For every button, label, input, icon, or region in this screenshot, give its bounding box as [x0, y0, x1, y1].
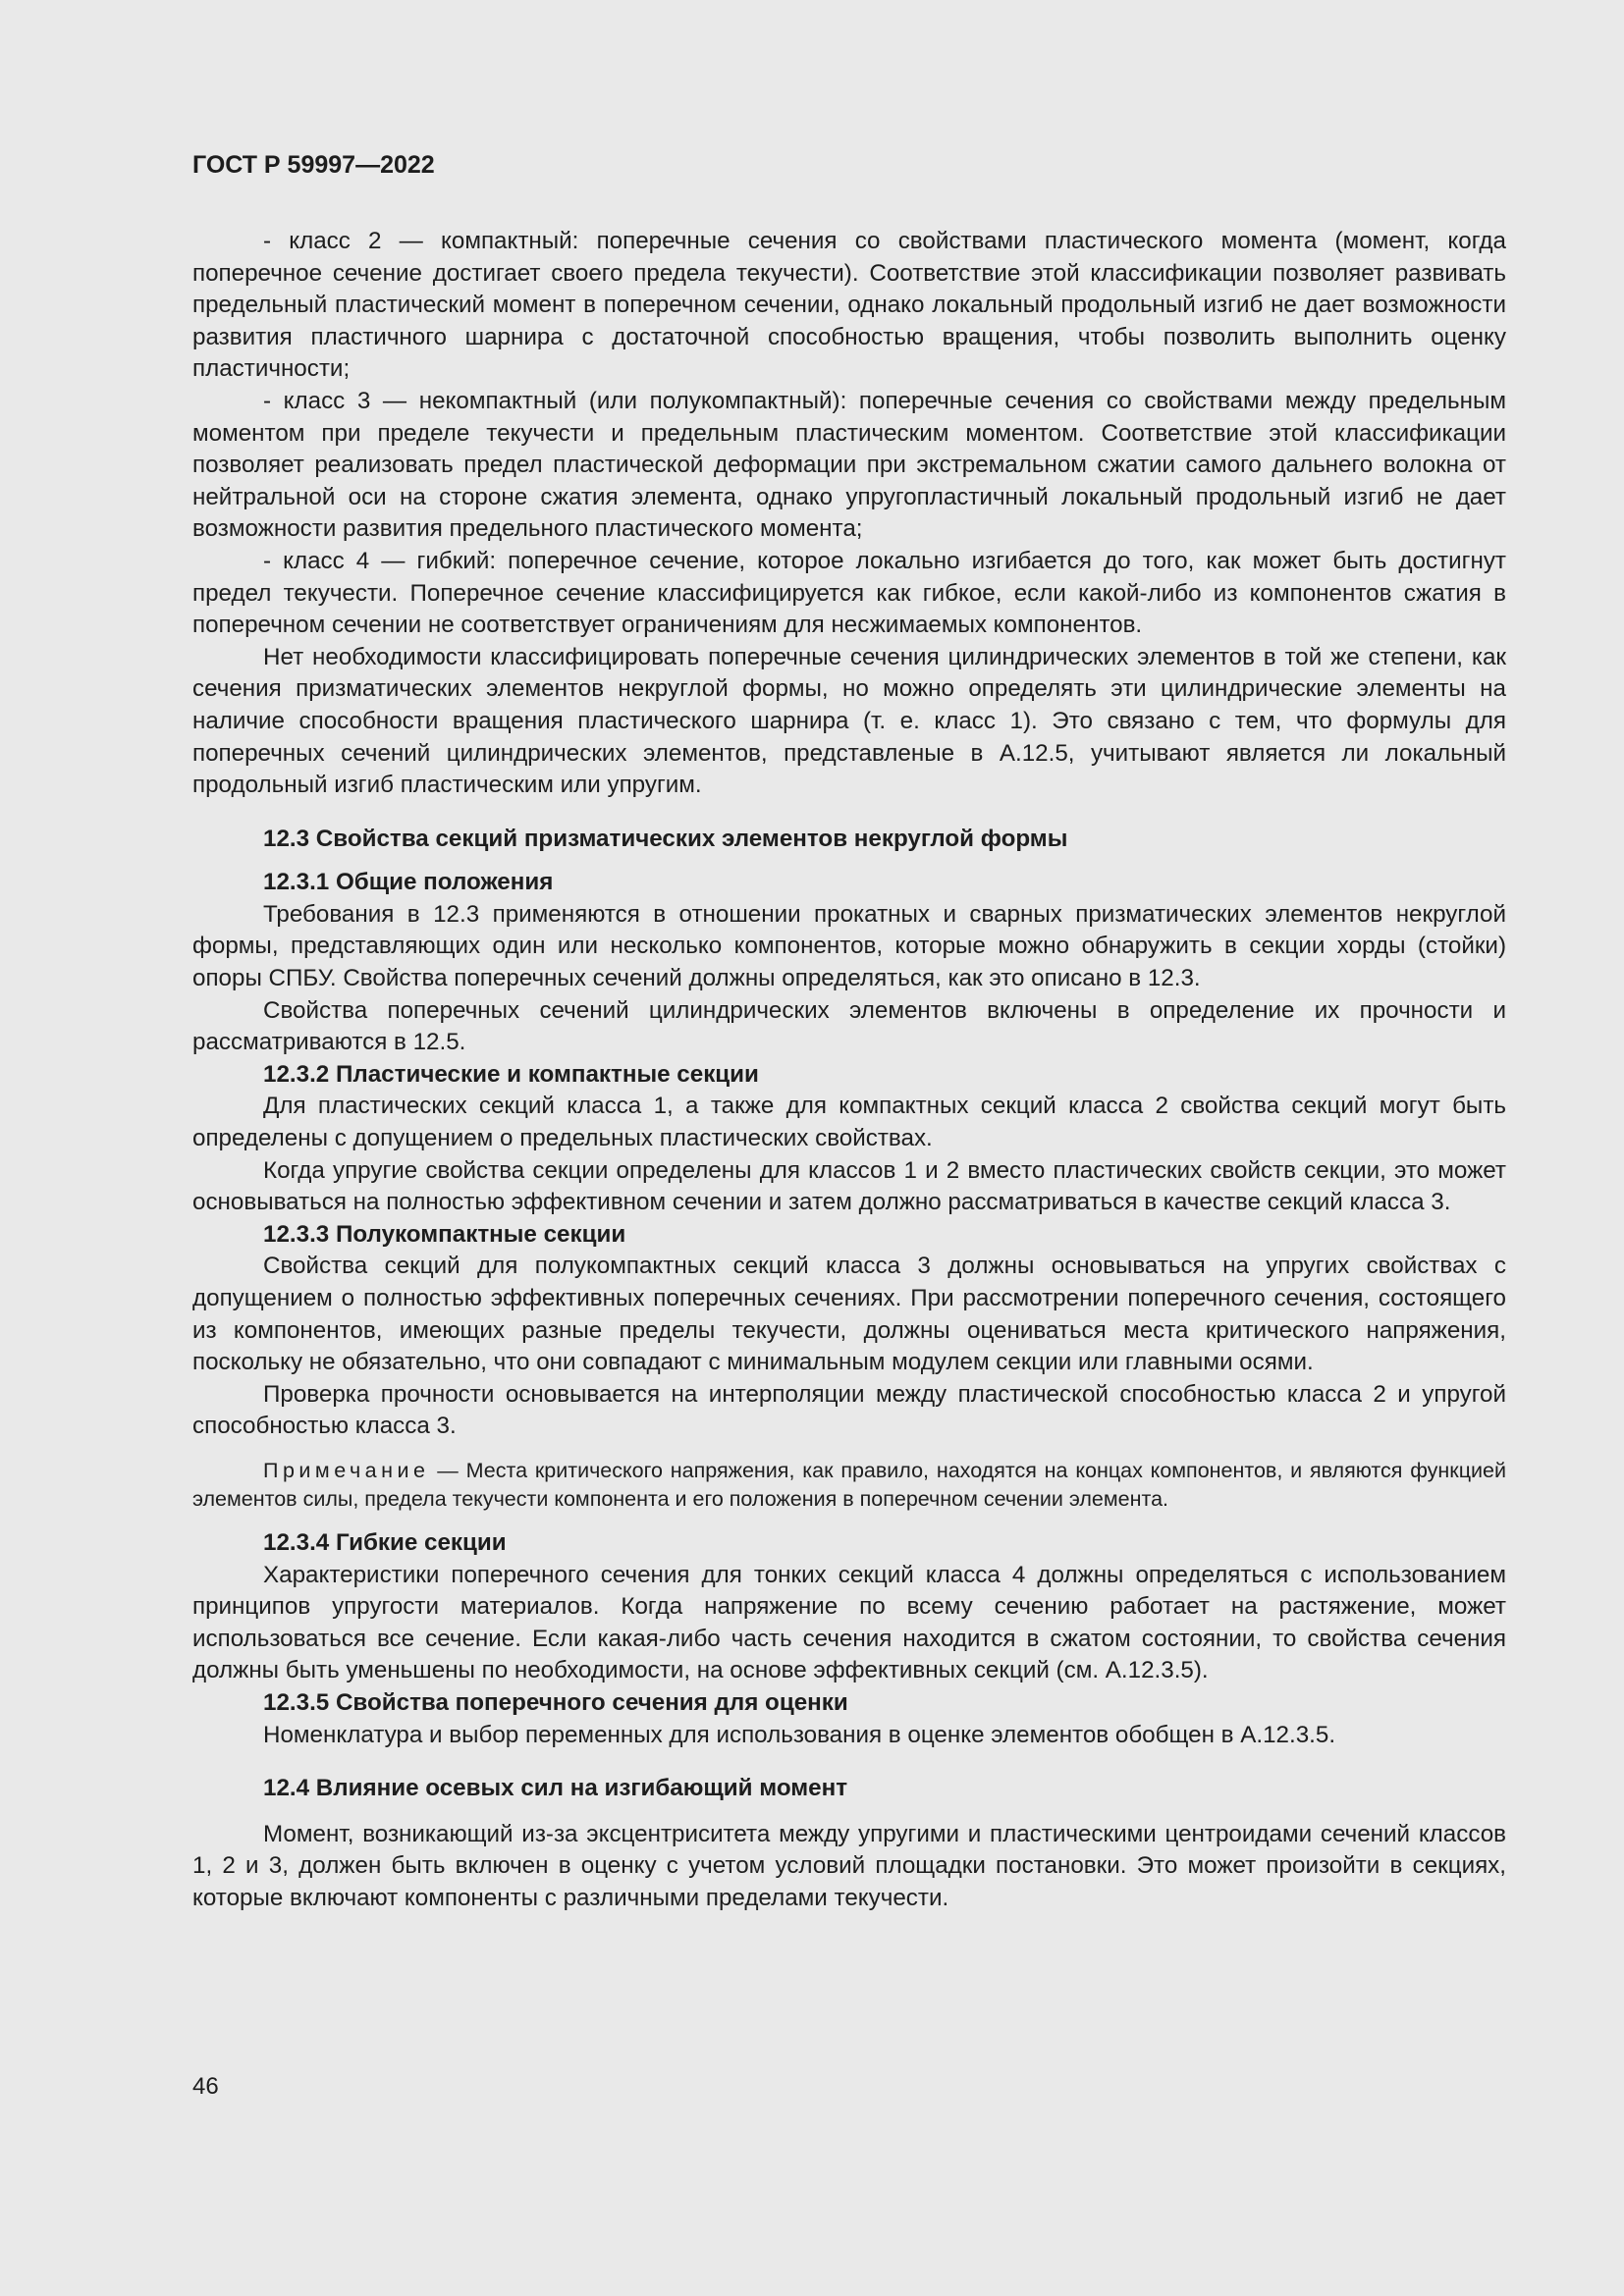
- paragraph-12-3-3-b: Проверка прочности основывается на интерполяции между пластической способностью класса 2 и упругой способностью класса 3.: [192, 1380, 1506, 1440]
- note-label: Примечание: [263, 1458, 430, 1482]
- document-header: ГОСТ Р 59997—2022: [192, 151, 435, 179]
- paragraph-12-3-1-b: Свойства поперечных сечений цилиндрических элементов включены в определение их прочности и рассматриваются в 12.5.: [192, 996, 1506, 1056]
- paragraph-12-3-4: Характеристики поперечного сечения для тонких секций класса 4 должны определяться с использованием принципов упругости материалов. Когда напряжение по всему сечению работает на растяжение, может использоваться все сечение. Если какая-либо часть сечения находится в сжатом состоянии, то свойства сечения должны быть уменьшены по необходимости, на основе эффективных секций (см. А.12.3.5).: [192, 1561, 1506, 1684]
- heading-12-3-5: 12.3.5 Свойства поперечного сечения для оценки: [263, 1688, 848, 1716]
- note: [192, 1457, 1506, 1514]
- paragraph-class-3: - класс 3 — некомпактный (или полукомпактный): поперечные сечения со свойствами между предельным моментом при пределе текучести и предельным пластическим моментом. Соответствие этой классификации позволяет реализовать предел пластической деформации при экстремальном сжатии самого дальнего волокна от нейтральной оси на стороне сжатия элемента, однако упругопластичный локальный продольный изгиб не дает возможности развития предельного пластического момента;: [192, 387, 1506, 543]
- heading-12-3-3: 12.3.3 Полукомпактные секции: [263, 1220, 626, 1248]
- heading-12-4: 12.4 Влияние осевых сил на изгибающий момент: [263, 1775, 848, 1802]
- paragraph-12-3-3-a: Свойства секций для полукомпактных секций класса 3 должны основываться на упругих свойствах с допущением о полностью эффективных поперечных сечениях. При рассмотрении поперечного сечения, состоящего из компонентов, имеющих разные пределы текучести, должны оцениваться места критического напряжения, поскольку не обязательно, что они совпадают с минимальным модулем секции или главными осями.: [192, 1253, 1506, 1376]
- paragraph-12-3-5: Номенклатура и выбор переменных для использования в оценке элементов обобщен в А.12.3.5.: [263, 1721, 1336, 1748]
- paragraph-12-4: Момент, возникающий из-за эксцентриситета между упругими и пластическими центроидами сечений классов 1, 2 и 3, должен быть включен в оценку с учетом условий площадки постановки. Это может произойти в секциях, которые включают компоненты с различными пределами текучести.: [192, 1820, 1506, 1911]
- heading-12-3: 12.3 Свойства секций призматических элементов некруглой формы: [263, 825, 1068, 852]
- heading-12-3-4: 12.3.4 Гибкие секции: [263, 1528, 507, 1556]
- paragraph-cylindrical: Нет необходимости классифицировать поперечные сечения цилиндрических элементов в той же степени, как сечения призматических элементов некруглой формы, но можно определять эти цилиндрические элементы на наличие способности вращения пластического шарнира (т. е. класс 1). Это связано с тем, что формулы для поперечных сечений цилиндрических элементов, представленые в А.12.5, учитывают является ли локальный продольный изгиб пластическим или упругим.: [192, 643, 1506, 799]
- paragraph-12-3-2-a: Для пластических секций класса 1, а также для компактных секций класса 2 свойства секций могут быть определены с допущением о предельных пластических свойствах.: [192, 1093, 1506, 1152]
- note-text: — Места критического напряжения, как правило, находятся на концах компонентов, и являются функцией элементов силы, предела текучести компонента и его положения в поперечном сечении элемента.: [192, 1458, 1506, 1511]
- paragraph-class-4: - класс 4 — гибкий: поперечное сечение, которое локально изгибается до того, как может быть достигнут предел текучести. Поперечное сечение классифицируется как гибкое, если какой-либо из компонентов сжатия в поперечном сечении не соответствует ограничениям для несжимаемых компонентов.: [192, 547, 1506, 639]
- heading-12-3-2: 12.3.2 Пластические и компактные секции: [263, 1060, 759, 1088]
- heading-12-3-1: 12.3.1 Общие положения: [263, 869, 554, 896]
- page-body: [192, 147, 1506, 1915]
- page-number: 46: [192, 2073, 219, 2100]
- paragraph-class-2: - класс 2 — компактный: поперечные сечения со свойствами пластического момента (момент, когда поперечное сечение достигает своего предела текучести). Соответствие этой классификации позволяет развивать предельный пластический момент в поперечном сечении, однако локальный продольный изгиб не дает возможности развития пластичного шарнира с достаточной способностью вращения, чтобы позволить выполнить оценку пластичности;: [192, 228, 1506, 383]
- paragraph-12-3-2-b: Когда упругие свойства секции определены для классов 1 и 2 вместо пластических свойств секции, это может основываться на полностью эффективном сечении и затем должно рассматриваться в качестве секций класса 3.: [192, 1156, 1506, 1216]
- paragraph-12-3-1-a: Требования в 12.3 применяются в отношении прокатных и сварных призматических элементов некруглой формы, представляющих один или несколько компонентов, которые можно обнаружить в секции хорды (стойки) опоры СПБУ. Свойства поперечных сечений должны определяться, как это описано в 12.3.: [192, 900, 1506, 992]
